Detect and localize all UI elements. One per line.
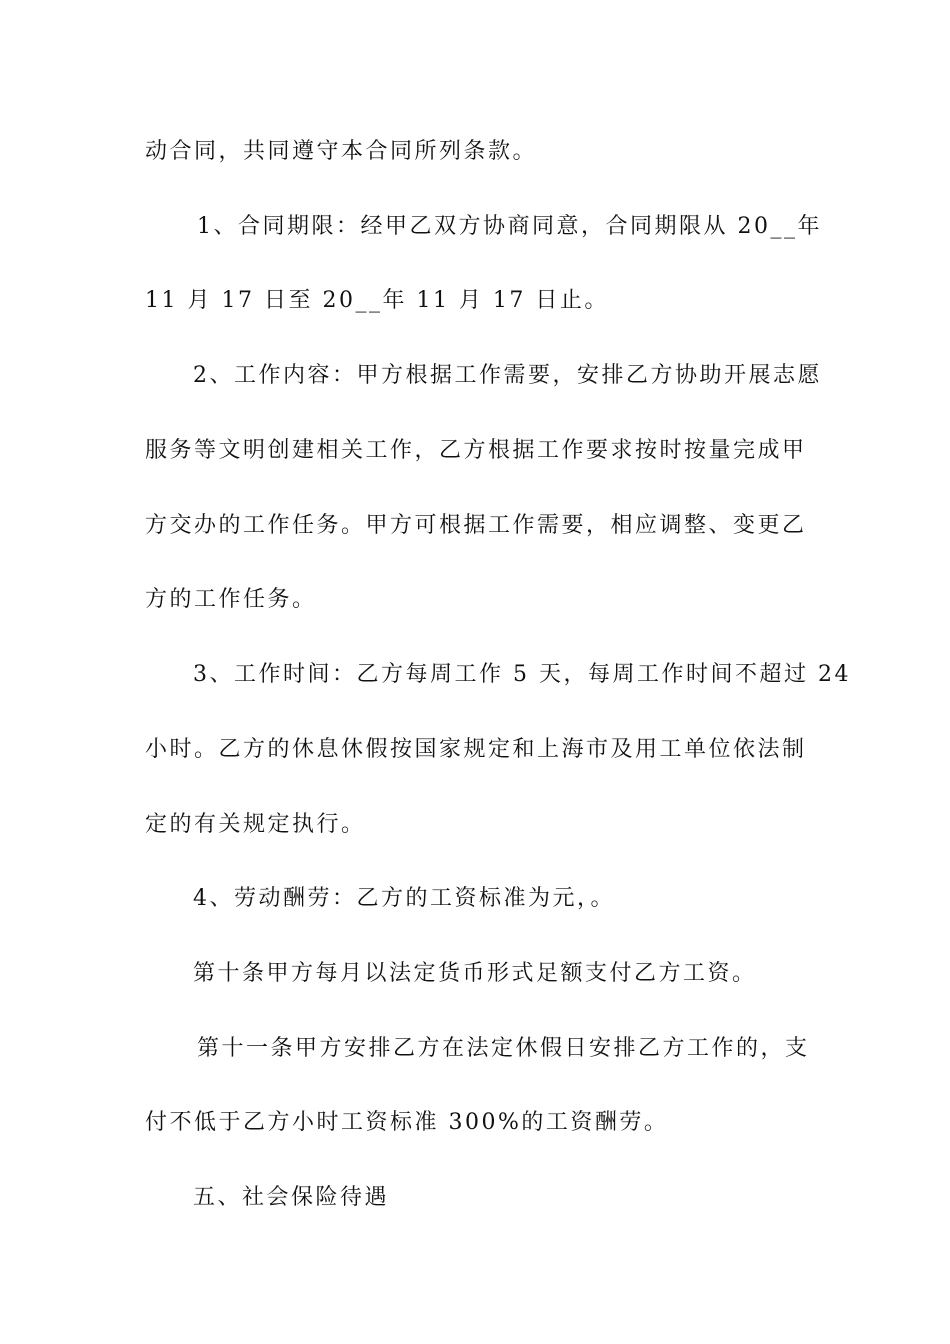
clause-2-work-content-line-2: 服务等文明创建相关工作，乙方根据工作要求按时按量完成甲 (145, 438, 807, 463)
article-10-line: 第十条甲方每月以法定货币形式足额支付乙方工资。 (193, 961, 757, 986)
clause-2-work-content-line-1: 2、工作内容：甲方根据工作需要，安排乙方协助开展志愿 (193, 363, 822, 388)
clause-4-remuneration-line: 4、劳动酬劳：乙方的工资标准为元，。 (193, 886, 615, 911)
clause-3-work-time-line-2: 小时。乙方的休息休假按国家规定和上海市及用工单位依法制 (145, 737, 807, 762)
section-5-heading: 五、社会保险待遇 (193, 1185, 390, 1210)
clause-2-work-content-line-3: 方交办的工作任务。甲方可根据工作需要，相应调整、变更乙 (145, 513, 807, 538)
article-11-line-2: 付不低于乙方小时工资标准 300%的工资酬劳。 (145, 1110, 669, 1135)
clause-2-work-content-line-4: 方的工作任务。 (145, 587, 317, 612)
clause-1-term-line-2: 11 月 17 日至 20__年 11 月 17 日止。 (145, 288, 609, 313)
clause-1-term-line-1: 1、合同期限：经甲乙双方协商同意，合同期限从 20__年 (197, 214, 822, 239)
article-11-line-1: 第十一条甲方安排乙方在法定休假日安排乙方工作的，支 (197, 1036, 810, 1061)
clause-3-work-time-line-1: 3、工作时间：乙方每周工作 5 天，每周工作时间不超过 24 (193, 662, 851, 687)
clause-3-work-time-line-3: 定的有关规定执行。 (145, 812, 366, 837)
text-line-1: 动合同，共同遵守本合同所列条款。 (145, 139, 538, 164)
